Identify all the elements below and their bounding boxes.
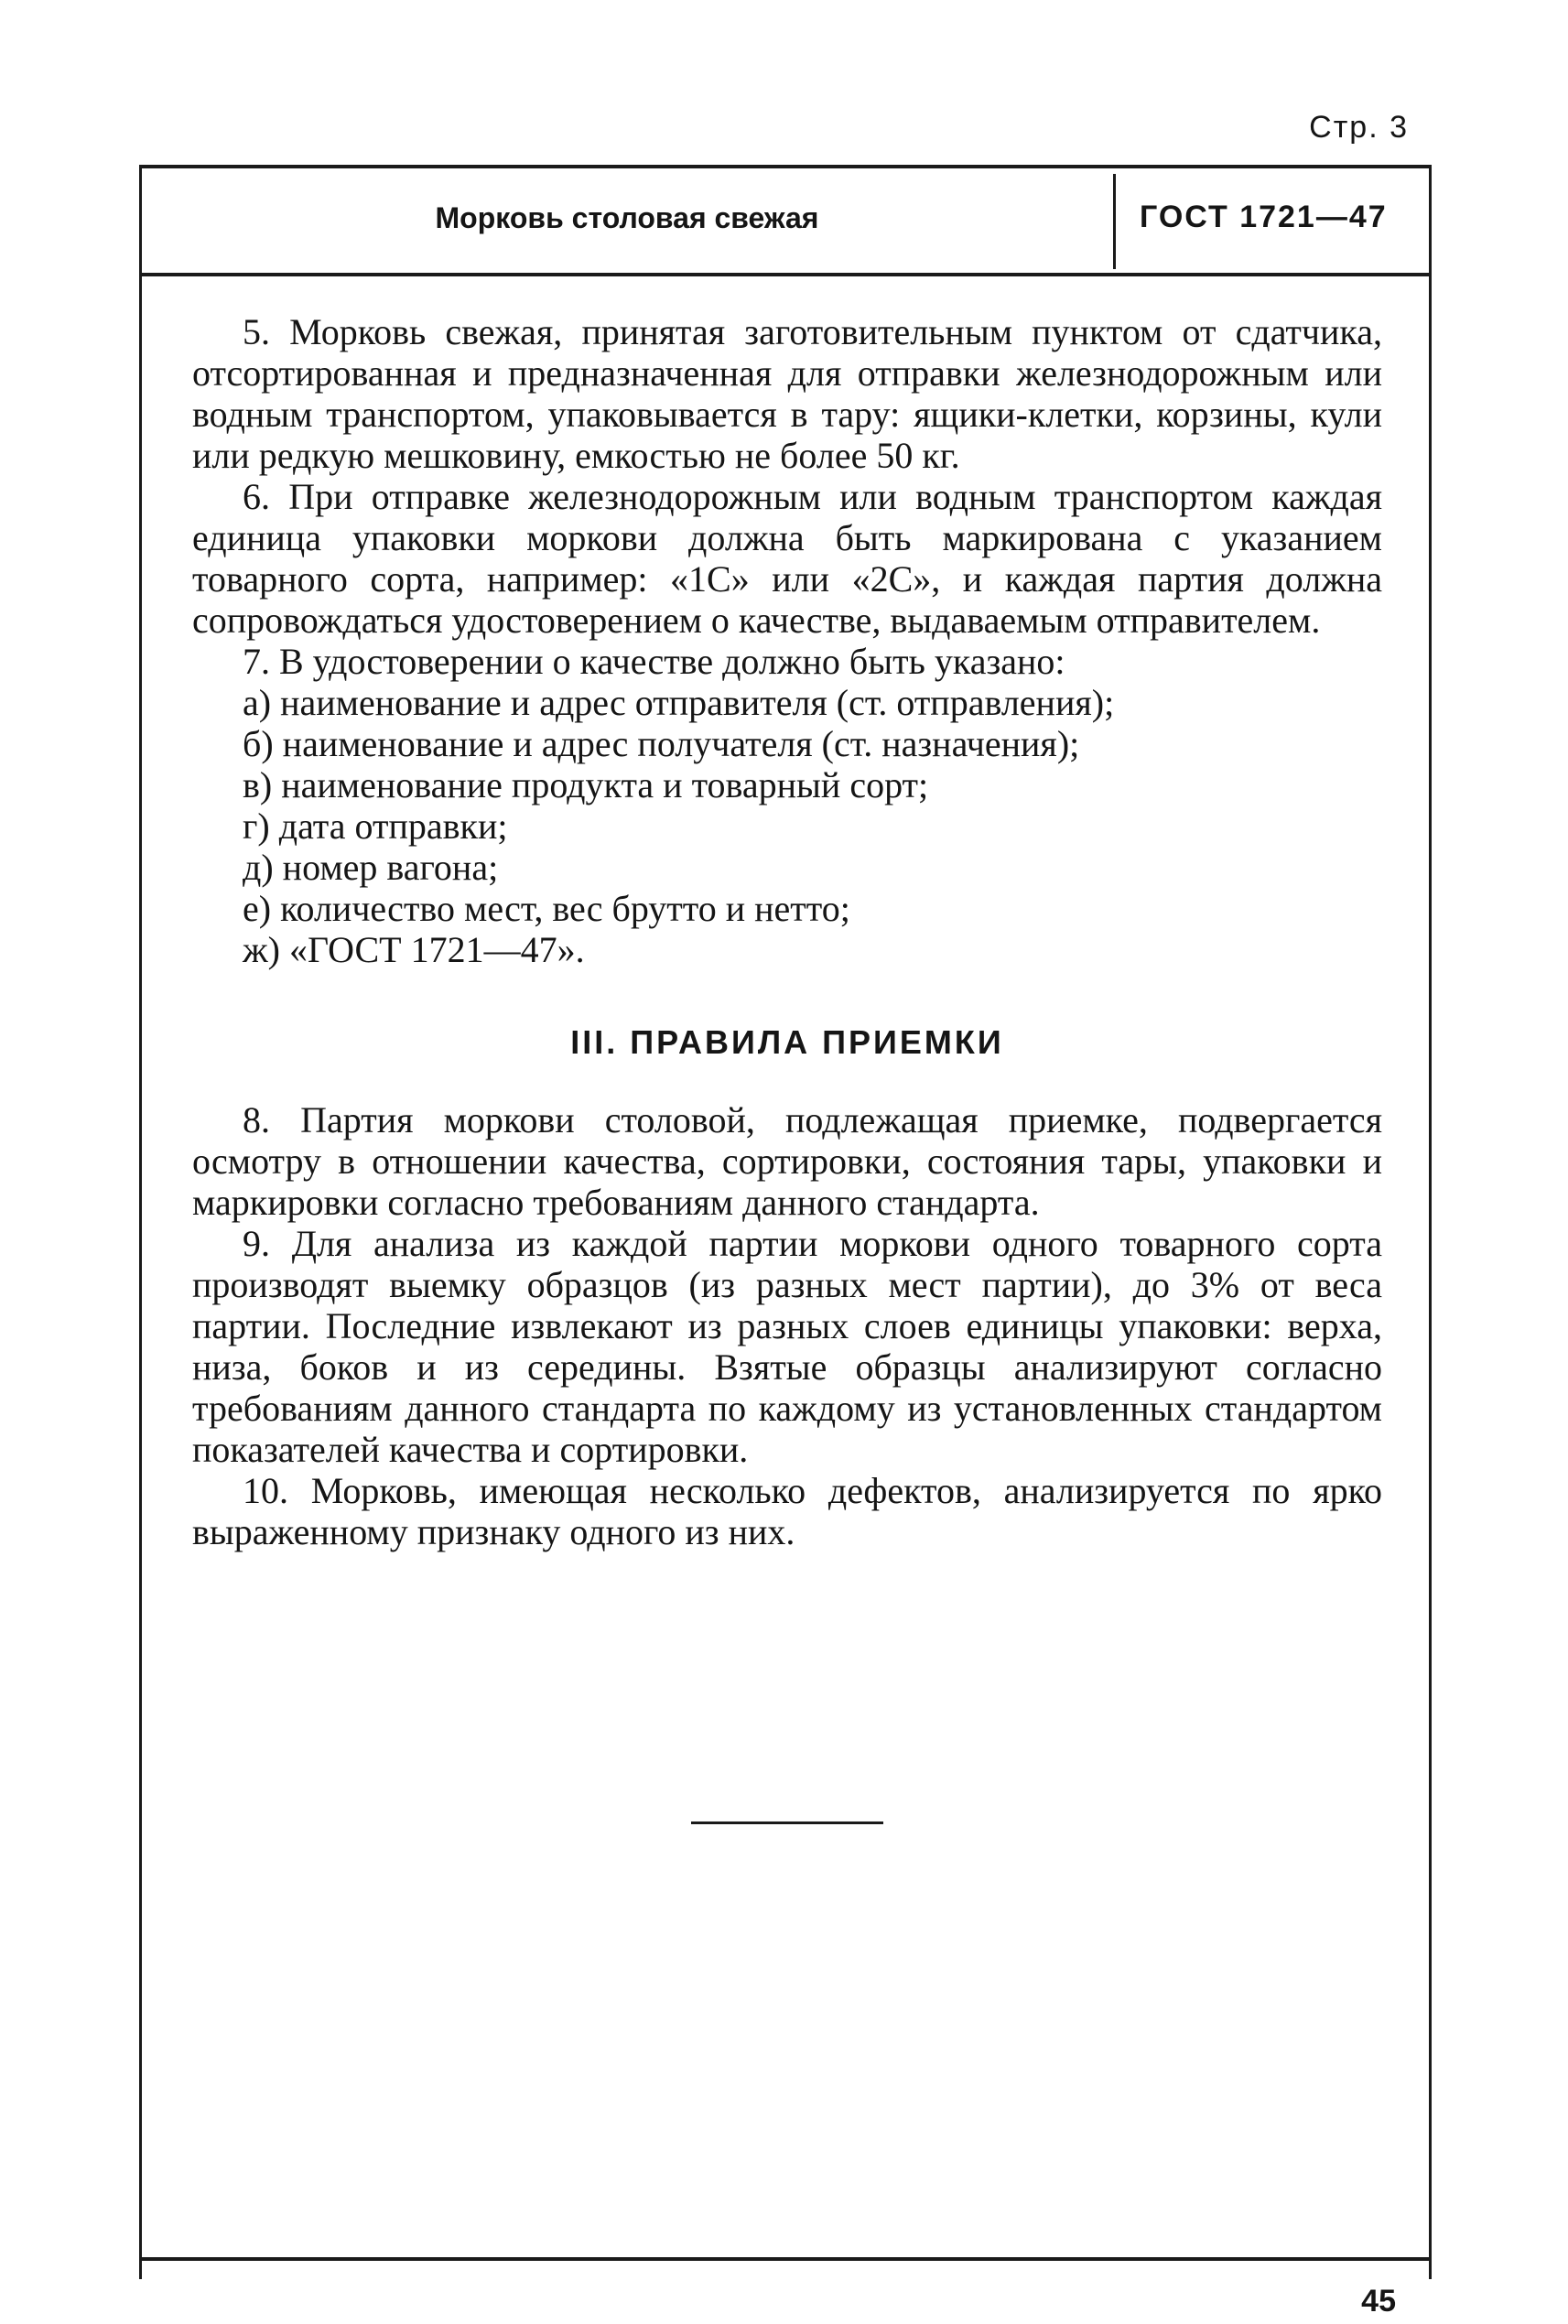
certificate-requirements-list xyxy=(192,682,1382,970)
list-item: д) номер вагона; xyxy=(243,847,499,888)
paragraph-7: 7. В удостоверении о качестве должно быть указано: xyxy=(243,641,1065,682)
list-item: е) количество мест, вес брутто и нетто; xyxy=(243,888,850,929)
list-item: ж) «ГОСТ 1721—47». xyxy=(243,929,585,970)
list-item: в) наименование продукта и товарный сорт; xyxy=(243,764,929,805)
paragraph-10: 10. Морковь, имеющая несколько дефектов, анализируется по ярко выраженному признаку одного из них. xyxy=(192,1470,1382,1552)
frame-left-rule xyxy=(139,165,142,2279)
frame-right-rule xyxy=(1429,165,1432,2279)
section-heading: III. ПРАВИЛА ПРИЕМКИ xyxy=(570,1023,1004,1061)
header-title: Морковь столовая свежая xyxy=(435,201,819,234)
list-item: б) наименование и адрес получателя (ст. назначения); xyxy=(243,723,1080,764)
paragraph-5: 5. Морковь свежая, принятая заготовительным пунктом от сдатчика, отсортированная и предназначенная для отправки железнодорожным или водным транспортом, упаковывается в тару: ящики-клетки, корзины, кули или редкую мешковину, емкостью не более 50 кг. xyxy=(192,311,1382,476)
end-of-text-rule xyxy=(691,1821,883,1824)
paragraph-9: 9. Для анализа из каждой партии моркови одного товарного сорта производят выемку образцов (из разных мест партии), до 3% от веса партии. Последние извлекают из разных слоев единицы упаковки: верха, низа, боков и из середины. Взятые образцы анализируют согласно требованиям данного стандарта по каждому из установленных стандартом показателей качества и сортировки. xyxy=(192,1223,1382,1470)
page-label: Стр. 3 xyxy=(1309,110,1409,145)
header-divider xyxy=(1113,174,1116,269)
header-bottom-rule xyxy=(142,273,1431,276)
frame-bottom-rule xyxy=(142,2257,1431,2261)
paragraph-8: 8. Партия моркови столовой, подлежащая приемке, подвергается осмотру в отношении качества, сортировки, состояния тары, упаковки и маркировки согласно требованиям данного стандарта. xyxy=(192,1099,1382,1223)
list-item: а) наименование и адрес отправителя (ст. отправления); xyxy=(243,682,1115,723)
document-body xyxy=(192,311,1382,1552)
frame-top-rule xyxy=(142,165,1431,168)
header-standard-code: ГОСТ 1721—47 xyxy=(1140,200,1388,234)
list-item: г) дата отправки; xyxy=(243,805,508,847)
page-number: 45 xyxy=(1361,2284,1396,2319)
paragraph-6: 6. При отправке железнодорожным или водным транспортом каждая единица упаковки моркови должна быть маркирована с указанием товарного сорта, например: «1С» или «2С», и каждая партия должна сопровождаться удостоверением о качестве, выдаваемым отправителем. xyxy=(192,476,1382,641)
